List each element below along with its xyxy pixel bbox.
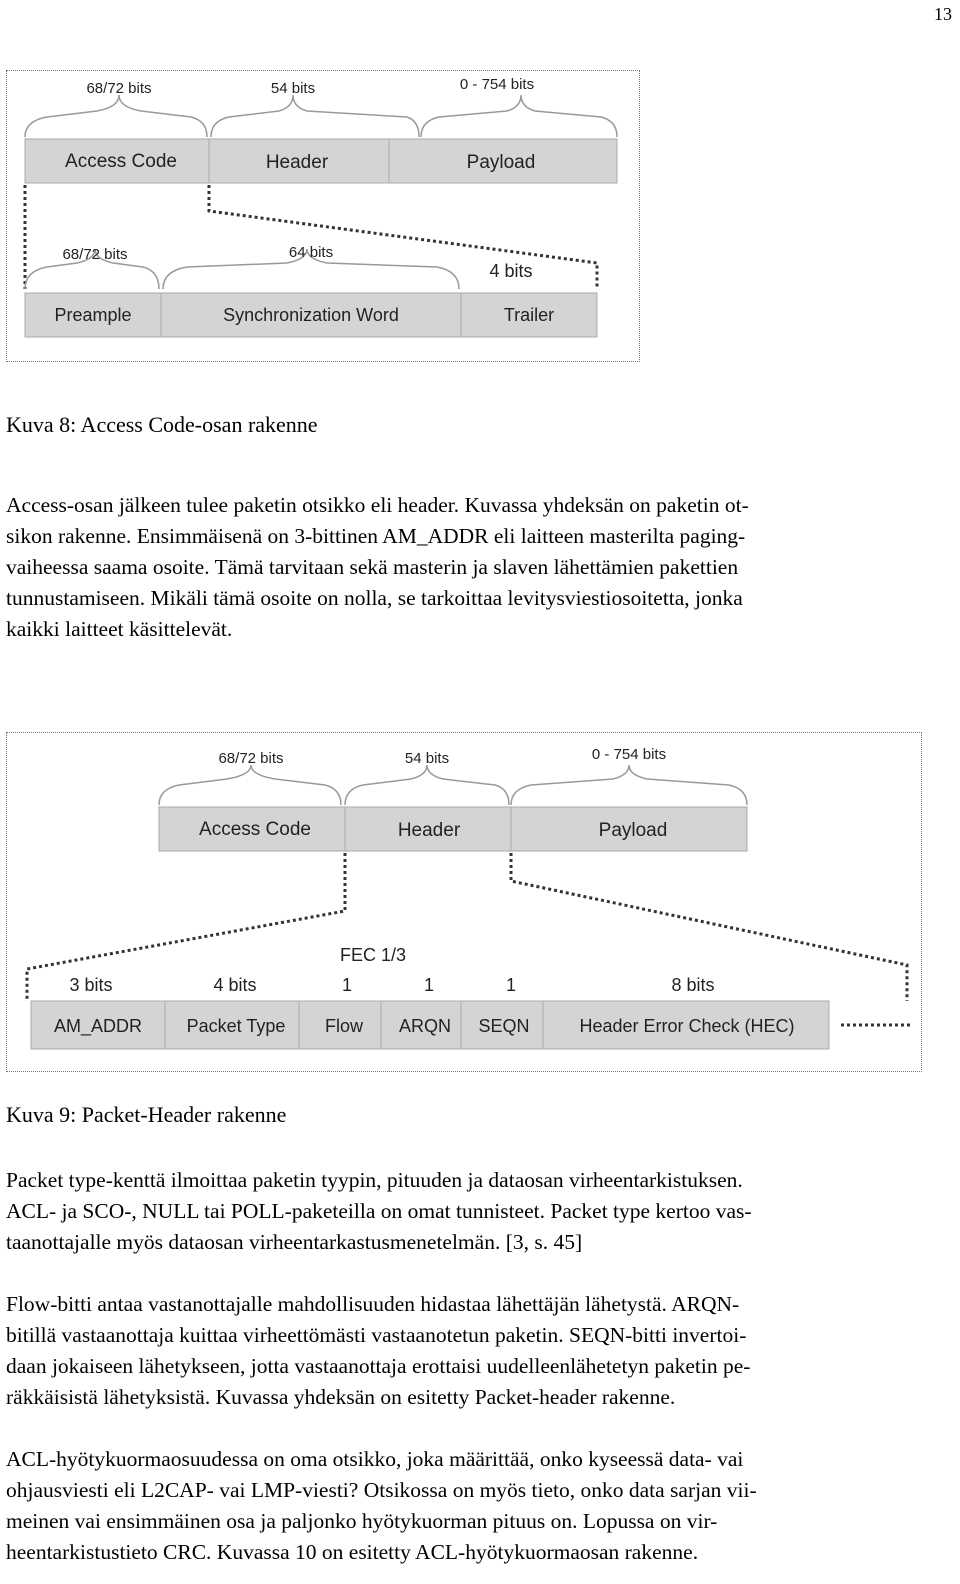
- fec-label: FEC 1/3: [339, 945, 407, 965]
- bits-label: 3 bits: [69, 975, 113, 995]
- figure-packet-header: [6, 732, 922, 1072]
- field-label: Access Code: [199, 819, 311, 840]
- text-line: tunnustamiseen. Mikäli tämä osoite on nolla, se tarkoittaa levitysviestiosoitetta, jonka: [6, 586, 743, 610]
- bits-label: 54 bits: [270, 80, 316, 97]
- field-label: Header Error Check (HEC): [579, 1016, 795, 1036]
- text-line: bitillä vastaanottaja kuittaa virheettömästi vastaanotetun paketin. SEQN-bitti invertoi-: [6, 1323, 747, 1347]
- text-line: taanottajalle myös dataosan virheentarkastusmenetelmän. [3, s. 45]: [6, 1230, 583, 1254]
- field-label: Synchronization Word: [223, 305, 399, 325]
- dotted-connector: [209, 185, 597, 289]
- field-label: Packet Type: [186, 1016, 286, 1036]
- text-line: ACL- ja SCO-, NULL tai POLL-paketeilla on omat tunnisteet. Packet type kertoo vas-: [6, 1199, 752, 1223]
- paragraph-3: [6, 1289, 946, 1413]
- bits-label: 8 bits: [671, 975, 715, 995]
- text-line: kaikki laitteet käsittelevät.: [6, 617, 233, 641]
- brace: [159, 765, 341, 805]
- packet-header-diagram: [7, 733, 921, 1071]
- field-label: Header: [265, 152, 329, 173]
- field-label: ARQN: [398, 1016, 452, 1036]
- brace: [211, 95, 419, 137]
- paragraph-1: [6, 490, 946, 645]
- paragraph-2: [6, 1165, 946, 1258]
- caption-figure-8: Kuva 8: Access Code-osan rakenne: [6, 412, 318, 437]
- bits-label: 54 bits: [404, 750, 450, 767]
- bits-label: 0 - 754 bits: [459, 76, 535, 93]
- page-number: 13: [934, 4, 952, 24]
- field-label: AM_ADDR: [53, 1016, 143, 1036]
- bits-label: 68/72 bits: [62, 246, 128, 263]
- brace: [421, 95, 617, 137]
- brace: [511, 765, 747, 805]
- text-line: ACL-hyötykuormaosuudessa on oma otsikko, joka määrittää, onko kyseessä data- vai: [6, 1447, 744, 1471]
- bits-label: 4 bits: [489, 261, 533, 281]
- bits-label: 68/72 bits: [218, 750, 284, 767]
- text-line: räkkäisistä lähetyksistä. Kuvassa yhdeksän on esitetty Packet-header rakenne.: [6, 1385, 676, 1409]
- bits-label: 68/72 bits: [86, 80, 152, 97]
- brace: [25, 95, 207, 137]
- text-line: Packet type-kenttä ilmoittaa paketin tyypin, pituuden ja dataosan virheentarkistuksen.: [6, 1168, 743, 1192]
- field-label: Flow: [324, 1016, 364, 1036]
- text-line: sikon rakenne. Ensimmäisenä on 3-bittinen AM_ADDR eli laitteen masterilta paging-: [6, 524, 746, 548]
- bits-label: 1: [423, 975, 435, 995]
- text-line: Flow-bitti antaa vastanottajalle mahdollisuuden hidastaa lähettäjän lähetystä. ARQN-: [6, 1292, 740, 1316]
- access-code-diagram: [7, 71, 639, 361]
- brace: [345, 765, 509, 805]
- bits-label: 0 - 754 bits: [591, 746, 667, 763]
- bits-label: 4 bits: [213, 975, 257, 995]
- caption-figure-9: Kuva 9: Packet-Header rakenne: [6, 1102, 287, 1127]
- paragraph-4: [6, 1444, 946, 1568]
- bits-label: 64 bits: [288, 244, 334, 261]
- bits-label: 1: [341, 975, 353, 995]
- field-label: Header: [397, 820, 461, 841]
- text-line: ohjausviesti eli L2CAP- vai LMP-viesti? Otsikossa on myös tieto, onko data sarjan vii-: [6, 1478, 757, 1502]
- bits-label: 1: [505, 975, 517, 995]
- text-line: heentarkistustieto CRC. Kuvassa 10 on esitetty ACL-hyötykuormaosan rakenne.: [6, 1540, 699, 1564]
- field-label: Payload: [466, 152, 536, 173]
- field-label: Payload: [598, 820, 668, 841]
- text-line: vaiheessa saama osoite. Tämä tarvitaan sekä masterin ja slaven lähettämien pakettien: [6, 555, 739, 579]
- field-label: SEQN: [478, 1016, 530, 1036]
- field-label: Access Code: [65, 151, 177, 172]
- text-line: Access-osan jälkeen tulee paketin otsikko eli header. Kuvassa yhdeksän on paketin ot-: [6, 493, 749, 517]
- text-line: daan jokaiseen lähetykseen, jotta vastaanottaja erottaisi uudelleenlähetetyn paketin pe-: [6, 1354, 751, 1378]
- field-label: Preample: [54, 305, 132, 325]
- field-label: Trailer: [503, 305, 555, 325]
- text-line: meinen vai ensimmäinen osa ja paljonko hyötykuorman pituus on. Lopussa on vir-: [6, 1509, 718, 1533]
- figure-access-code: [6, 70, 640, 362]
